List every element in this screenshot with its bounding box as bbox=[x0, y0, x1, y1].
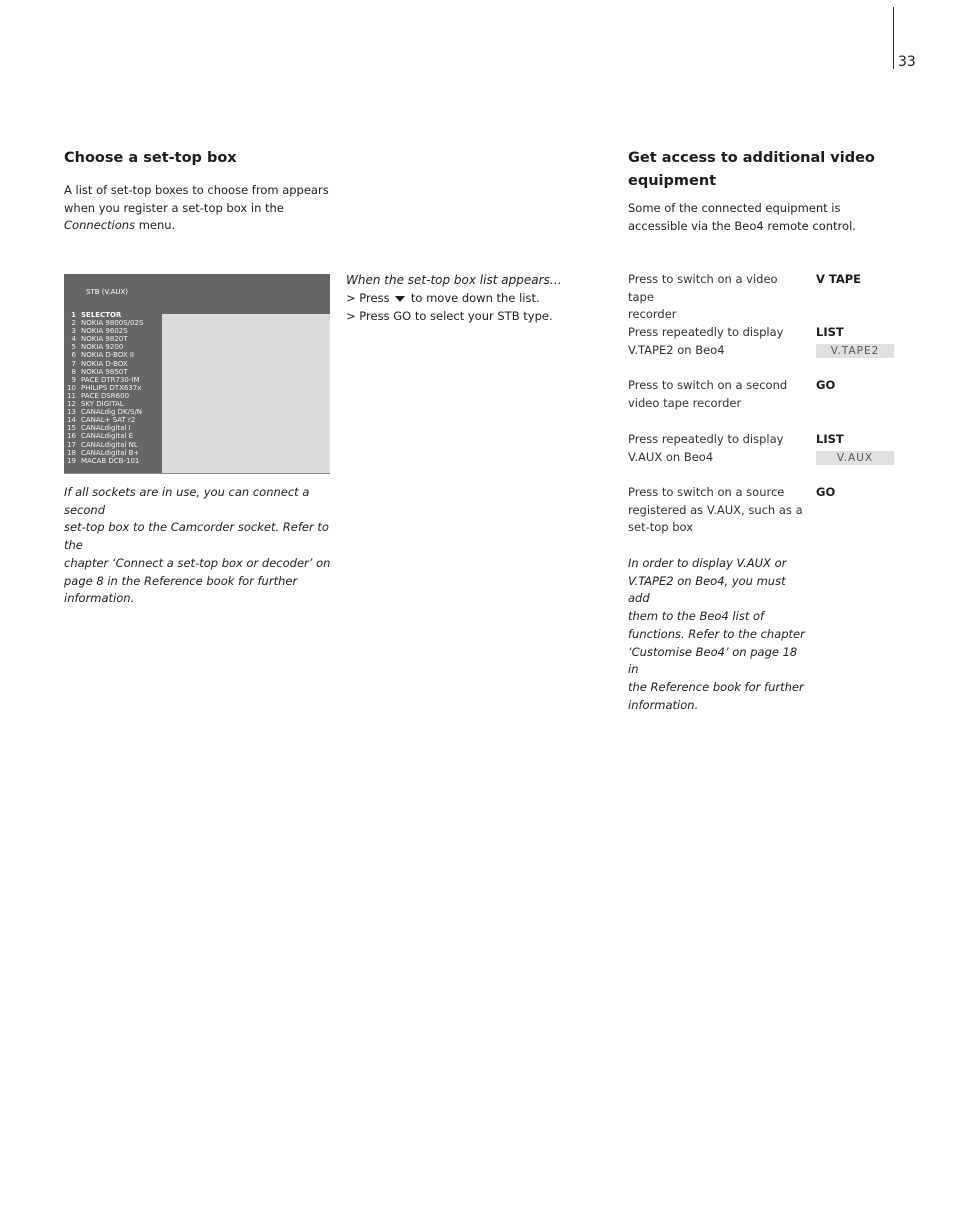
section-heading-set-top-box: Choose a set-top box bbox=[64, 150, 237, 166]
menu-item: 19 MACAB DCB-101 bbox=[67, 456, 140, 465]
connections-menu-name: Connections bbox=[64, 218, 136, 233]
menu-item: 10 PHILIPS DTX637x bbox=[67, 383, 142, 392]
menu-item: 15 CANALdigital I bbox=[67, 424, 131, 433]
step-move-down: > Press to move down the list. bbox=[346, 291, 540, 305]
instruction-row: Press to switch on a source registered as V.AUX, such as a set-top box bbox=[628, 485, 803, 535]
instruction-row: Press to switch on a second video tape recorder bbox=[628, 378, 788, 410]
menu-item: 13 CANALdig DK/S/N bbox=[67, 408, 143, 417]
menu-item: 12 SKY DIGITAL bbox=[67, 400, 124, 409]
menu-item: 8 NOKIA 9850T bbox=[71, 367, 128, 376]
beo4-display-vtape2: V.TAPE2 bbox=[816, 344, 894, 358]
v-tape-key: V TAPE bbox=[816, 272, 862, 286]
list-key: LIST bbox=[816, 325, 844, 339]
menu-item: 1 SELECTOR bbox=[71, 311, 122, 319]
page-number: 33 bbox=[898, 54, 916, 70]
menu-preview-panel bbox=[162, 314, 330, 473]
menu-item: 16 CANALdigital E bbox=[67, 432, 134, 441]
video-equipment-intro: Some of the connected equipment is accessible via the Beo4 remote control. bbox=[628, 201, 856, 233]
menu-item: 2 NOKIA 9800S/02S bbox=[71, 319, 144, 328]
go-key: GO bbox=[816, 378, 836, 392]
menu-item: 9 PACE DTR730-IM bbox=[71, 375, 140, 384]
section-heading-video-equipment: Get access to additional video equipment bbox=[628, 150, 875, 189]
set-top-box-intro bbox=[64, 182, 344, 235]
beo4-display-vaux: V.AUX bbox=[816, 451, 894, 465]
menu-item: 7 NOKIA D-BOX bbox=[71, 359, 128, 368]
go-key: GO bbox=[816, 485, 836, 499]
menu-item: 4 NOKIA 9820T bbox=[71, 335, 128, 344]
intro-line bbox=[64, 217, 344, 235]
camcorder-socket-note: If all sockets are in use, you can connect a second set-top box to the Camcorder socket. Refer to the chapter ‘Connect a set-top box or decoder’ on page 8 in the Reference book for further information. bbox=[64, 485, 331, 606]
menu-list bbox=[64, 311, 162, 465]
menu-item: 14 CANAL+ SAT r2 bbox=[67, 416, 136, 425]
intro-line: when you register a set-top box in the bbox=[64, 200, 284, 215]
instruction-row: Press to switch on a video tape recorder bbox=[628, 272, 778, 322]
stb-menu-screenshot bbox=[64, 274, 330, 474]
intro-text: menu. bbox=[135, 218, 176, 233]
instruction-row: Press repeatedly to display V.TAPE2 on Beo4 bbox=[628, 325, 784, 357]
menu-item: 5 NOKIA 9200 bbox=[71, 343, 124, 352]
menu-title: STB (V.AUX) bbox=[86, 288, 129, 296]
menu-item: 6 NOKIA D-BOX II bbox=[71, 351, 134, 360]
steps-heading: When the set-top box list appears… bbox=[346, 273, 562, 287]
set-top-box-steps bbox=[346, 271, 596, 325]
menu-item: 18 CANALdigital B+ bbox=[67, 448, 140, 457]
menu-item: 11 PACE DSR600 bbox=[67, 391, 130, 400]
go-key: GO bbox=[393, 309, 412, 323]
arrow-down-icon bbox=[395, 296, 405, 302]
menu-item: 17 CANALdigital NL bbox=[67, 440, 138, 449]
instruction-row: Press repeatedly to display V.AUX on Beo4 bbox=[628, 432, 784, 464]
page-number-rule bbox=[893, 7, 894, 69]
beo4-list-note: In order to display V.AUX or V.TAPE2 on Beo4, you must add them to the Beo4 list of functions. Refer to the chapter ‘Customise Beo4’ on page 18 in the Reference book for further information. bbox=[628, 556, 805, 712]
step-select: > Press GO to select your STB type. bbox=[346, 309, 553, 323]
menu-item: 3 NOKIA 9602S bbox=[71, 327, 128, 336]
list-key: LIST bbox=[816, 432, 844, 446]
intro-line: A list of set-top boxes to choose from appears bbox=[64, 183, 329, 197]
